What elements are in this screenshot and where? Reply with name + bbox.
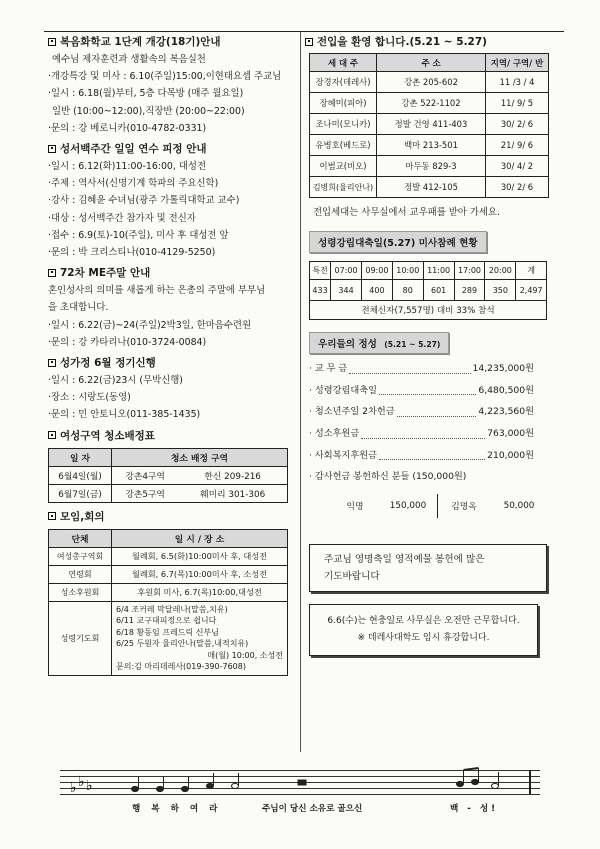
list-item: · 사회복지후원금 210,000원: [309, 445, 534, 467]
info-line: ·문의 : 민 안토니오(011-385-1435): [48, 409, 201, 421]
right-column: [305, 30, 560, 656]
table-cell: 여성총구역회: [49, 547, 112, 565]
table-row: [310, 114, 549, 135]
info-line: ·개강특강 및 미사 : 6.10(주일)15:00,이현태요셉 주교님: [48, 71, 282, 83]
column-header: 20:00: [485, 262, 516, 280]
table-cell: 마두동 829-3: [377, 156, 486, 177]
column-header: 17:00: [454, 262, 485, 280]
table-row: [49, 484, 288, 502]
notice-bishop-feast: [309, 544, 547, 592]
table-cell: 11 /3 / 4: [486, 72, 549, 93]
table-row: [310, 135, 549, 156]
table-cell: 289: [454, 280, 485, 301]
square-bullet-icon: [48, 269, 56, 277]
attendance-table: [309, 261, 547, 320]
table-cell: 6월4일(월): [49, 466, 112, 484]
offering-period: (5.21 ~ 5.27): [384, 340, 441, 350]
info-line: ·주제 : 역사서(신명기계 학파의 주요신학): [48, 178, 219, 190]
info-line: ·접수 : 6.9(토)-10(주일), 미사 후 대성전 앞: [48, 229, 229, 241]
schedule-line: 6/25 두원자 율리안나(말씀,내적치유): [116, 639, 249, 649]
table-header-row: [310, 262, 547, 280]
column-header: 단체: [49, 529, 112, 547]
table-cell: 강촌 522-1102: [377, 93, 486, 114]
info-line: ·문의 : 강 카타리나(010-3724-0084): [48, 336, 207, 348]
table-cell: 장경자(데레사): [310, 72, 377, 93]
schedule-time: 매(월) 10:00, 소성전: [207, 650, 283, 660]
dot-leader: [379, 380, 476, 396]
square-bullet-icon: [48, 359, 56, 367]
table-cell: 30/ 2/ 6: [486, 177, 549, 198]
table-row: [310, 280, 547, 301]
table-cell: 350: [485, 280, 516, 301]
table-cell: 6월7일(금): [49, 484, 112, 502]
column-header: 계: [516, 262, 547, 280]
column-header: 일 시 / 장 소: [112, 529, 288, 547]
notice-line: 기도바랍니다: [324, 570, 380, 582]
notice-line: 6.6(수)는 현충일로 사무실은 오전만 근무합니다.: [327, 615, 520, 626]
column-header: 주 소: [377, 54, 486, 72]
svg-text:♭: ♭: [70, 780, 77, 796]
table-row: [310, 177, 549, 198]
table-cell: 월례회, 6.7(목)10:00미사 후, 소성전: [112, 565, 288, 583]
offering-title: 우리들의 정성 (5.21 ~ 5.27): [309, 332, 449, 354]
table-row: [310, 301, 547, 320]
schedule-line: 6/18 황동임 프레드릭 신부님: [116, 627, 219, 637]
section-title-bible-school: 복음화학교 1단계 개강(18기)안내: [48, 34, 300, 49]
info-line: ·강사 : 김혜윤 수녀님(광주 가톨릭대학교 교수): [48, 195, 240, 207]
table-cell: 2,497: [516, 280, 547, 301]
prayer-schedule-cell: [112, 601, 288, 675]
table-cell: 정발 412-105: [377, 177, 486, 198]
notice-line: 주교님 영명축일 영적예물 봉헌에 많은: [324, 553, 485, 565]
column-header: 09:00: [361, 262, 392, 280]
info-line: ·문의 : 강 베로니카(010-4782-0331): [48, 122, 207, 134]
attendance-heading-wrap: [309, 231, 560, 253]
cleaning-table: [48, 448, 288, 503]
info-line: ·문의 : 박 크리스티나(010-4129-5250): [48, 247, 216, 259]
table-cell: 후원회 미사, 6.7(목)10:00,대성전: [112, 583, 288, 601]
section-title-me-weekend: 72차 ME주말 안내: [48, 265, 300, 280]
info-line: ·일시 : 6.18(월)부터, 5층 다목방 (매주 월요일): [48, 88, 244, 100]
table-cell: 백마 213-501: [377, 135, 486, 156]
table-header-row: [49, 529, 288, 547]
table-cell: 조나미(모니카): [310, 114, 377, 135]
table-cell: 21/ 9/ 6: [486, 135, 549, 156]
table-cell: 연령회: [49, 565, 112, 583]
dot-leader: [397, 401, 477, 417]
list-item: · 청소년주일 2차헌금 4,223,560원: [309, 401, 534, 423]
section-title-welcome: 전입을 환영 합니다.(5.21 ~ 5.27): [305, 34, 560, 49]
donor-name: 김명옥: [451, 502, 477, 513]
dot-leader: [361, 423, 485, 439]
table-cell: 601: [423, 280, 454, 301]
table-row: [310, 156, 549, 177]
welcome-note: 전입세대는 사무실에서 교우패를 받아 가세요.: [313, 207, 500, 218]
list-item: · 성령강림대축일 6,480,500원: [309, 380, 534, 402]
info-line: 을 초대합니다.: [48, 302, 109, 314]
table-cell: 장혜미(피아): [310, 93, 377, 114]
table-header-row: [49, 448, 288, 466]
table-cell: 훼미리 301-306: [178, 484, 287, 502]
info-line: 혼인성사의 의미를 새롭게 하는 은총의 주말에 부부님: [48, 285, 266, 297]
section-title-meetings: 모임,회의: [48, 509, 300, 524]
table-row: [310, 93, 549, 114]
offering-heading-wrap: [309, 332, 560, 354]
column-header: 일 자: [49, 448, 112, 466]
table-row: [331, 494, 548, 518]
square-bullet-icon: [48, 512, 56, 520]
lyric-left: 행 복 하 여 라: [132, 804, 222, 814]
table-row: [310, 72, 549, 93]
attendance-title: 성령강림대축일(5.27) 미사참례 현황: [309, 231, 487, 253]
music-notes-icon: [40, 762, 560, 807]
table-cell: 400: [361, 280, 392, 301]
schedule-contact: 문의:김 마리데레사(019-390-7608): [116, 662, 246, 672]
table-cell: 강촌 205-602: [377, 72, 486, 93]
info-line: 일반 (10:00~12:00),직장반 (20:00~22:00): [52, 105, 245, 117]
lyric-right: 백 - 성!: [450, 804, 499, 814]
column-header: 세 대 주: [310, 54, 377, 72]
column-header: 지역/ 구역/ 반: [486, 54, 549, 72]
column-header: 10:00: [392, 262, 423, 280]
table-cell: 11/ 9/ 5: [486, 93, 549, 114]
dot-leader: [349, 358, 470, 374]
notice-memorial-day: [309, 604, 538, 656]
section-title-cleaning: 여성구역 청소배정표: [48, 428, 300, 443]
schedule-line: 6/4 조커레 막달레나(말씀,치유): [116, 604, 228, 614]
table-row: [49, 601, 288, 675]
table-cell: 30/ 2/ 6: [486, 114, 549, 135]
square-bullet-icon: [48, 38, 56, 46]
svg-text:♭: ♭: [86, 778, 93, 794]
table-cell: 강촌5구역: [112, 484, 179, 502]
donor-amount: 50,000: [503, 500, 535, 511]
table-cell: 한신 209-216: [178, 466, 287, 484]
section-title-bible-retreat: 성서백주간 일일 연수 피정 안내: [48, 141, 300, 156]
table-cell: 강촌4구역: [112, 466, 179, 484]
meetings-table: [48, 529, 288, 676]
column-header: 11:00: [423, 262, 454, 280]
table-cell: 80: [392, 280, 423, 301]
music-footer: [40, 762, 560, 817]
table-cell: 유병호(베드로): [310, 135, 377, 156]
table-header-row: [310, 54, 549, 72]
table-row: [49, 565, 288, 583]
table-cell: 344: [331, 280, 362, 301]
donor-amount: 150,000: [379, 494, 438, 518]
column-header: 청소 배정 구역: [112, 448, 288, 466]
column-header: 특전: [310, 262, 331, 280]
info-line: ·장소 : 시랑도(동영): [48, 392, 131, 404]
table-cell: 433: [310, 280, 331, 301]
lyric-middle: 주님이 당신 소유로 골으신: [262, 804, 363, 814]
left-column: [48, 30, 300, 676]
table-cell: 정발 건영 411-403: [377, 114, 486, 135]
table-cell: 30/ 4/ 2: [486, 156, 549, 177]
table-row: [49, 547, 288, 565]
table-row: [49, 466, 288, 484]
offering-list: [309, 358, 534, 488]
table-cell: 월례회, 6.5(화)10:00미사 후, 대성전: [112, 547, 288, 565]
info-line: ·일시 : 6.22(금)~24(주일)2박3일, 한마음수련원: [48, 319, 252, 331]
square-bullet-icon: [305, 38, 313, 46]
donor-name: 익명: [346, 502, 364, 513]
list-item: · 교 무 금 14,235,000원: [309, 358, 534, 380]
table-cell: 성소후원회: [49, 583, 112, 601]
dot-leader: [379, 445, 485, 461]
table-cell: 김병희(율리안나): [310, 177, 377, 198]
list-item: · 성소후원금 763,000원: [309, 423, 534, 445]
square-bullet-icon: [48, 145, 56, 153]
info-line: 예수님 제자훈련과 생활속의 복음실천: [52, 54, 206, 65]
new-parishioners-table: [309, 53, 549, 198]
section-title-holy-family: 성가정 6월 정기신행: [48, 355, 300, 370]
square-bullet-icon: [48, 431, 56, 439]
attendance-summary: 전체신자(7,557명) 대비 33% 참석: [310, 301, 547, 320]
schedule-line: 6/11 교구대피정으로 쉽니다: [116, 616, 217, 626]
info-line: ·일시 : 6.12(화)11:00-16:00, 대성전: [48, 161, 207, 173]
donor-table: [331, 494, 548, 518]
table-row: [49, 583, 288, 601]
info-line: ·대상 : 성서백주간 참가자 및 전신자: [48, 212, 196, 224]
table-cell: 성령기도회: [49, 601, 112, 675]
thanks-label: · 감사헌금 봉헌하신 분들 (150,000원): [309, 471, 467, 483]
notice-line: ※ 데레사대학도 임시 휴강합니다.: [357, 632, 490, 643]
table-cell: 이범교(비오): [310, 156, 377, 177]
svg-text:♭: ♭: [78, 774, 85, 790]
info-line: ·일시 : 6.22(금)23시 (무박신행): [48, 375, 183, 387]
column-divider: [300, 32, 301, 752]
column-header: 07:00: [331, 262, 362, 280]
